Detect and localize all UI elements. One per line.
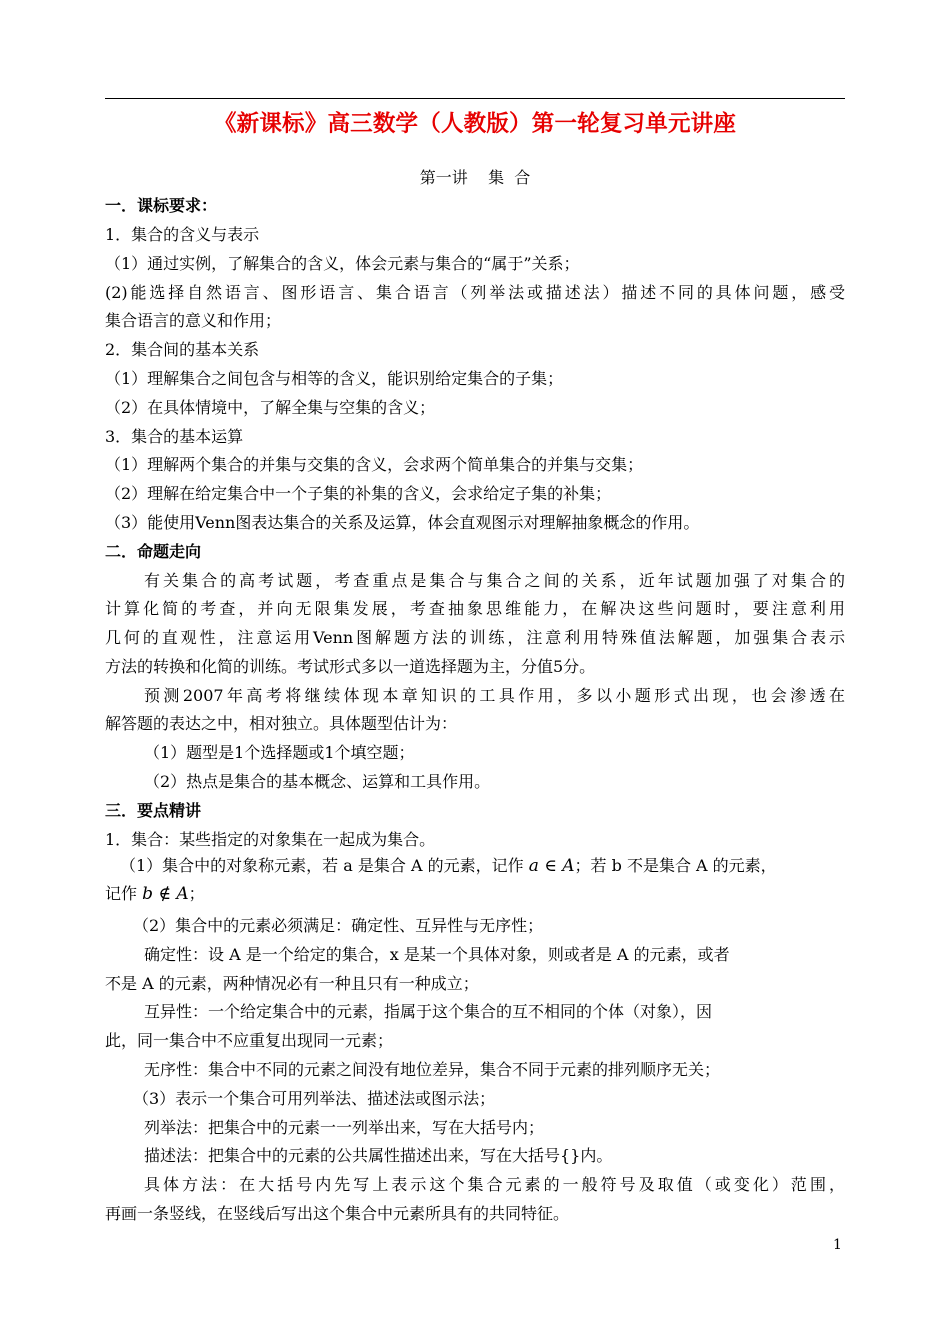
paragraph-line: 1．集合：某些指定的对象集在一起成为集合。 [105, 830, 436, 849]
paragraph-line: 集合语言的意义和作用； [105, 311, 282, 330]
section-heading-1: 一．课标要求： [105, 196, 218, 215]
paragraph-line: （2）在具体情境中，了解全集与空集的含义； [105, 398, 436, 417]
paragraph-line: 计算化简的考查，并向无限集发展，考查抽象思维能力，在解决这些问题时，要注意利用 [105, 599, 845, 618]
paragraph-line: 解答题的表达之中，相对独立。具体题型估计为： [105, 714, 458, 733]
paragraph-line: 3．集合的基本运算 [105, 427, 244, 446]
paragraph-line: 互异性：一个给定集合中的元素，指属于这个集合的互不相同的个体（对象），因 [144, 1002, 713, 1021]
math-formula: b ∉ A [142, 884, 189, 904]
paragraph-line: （1）理解两个集合的并集与交集的含义，会求两个简单集合的并集与交集； [105, 455, 644, 474]
paragraph-line: （1）通过实例，了解集合的含义，体会元素与集合的“属于”关系； [105, 254, 580, 273]
paragraph-line: 再画一条竖线，在竖线后写出这个集合中元素所具有的共同特征。 [105, 1204, 570, 1223]
section-heading-2: 二．命题走向 [105, 542, 202, 561]
paragraph-line: （3）能使用Venn图表达集合的关系及运算，体会直观图示对理解抽象概念的作用。 [105, 513, 700, 532]
paragraph-line: 此，同一集合中不应重复出现同一元素； [105, 1031, 394, 1050]
paragraph-line: 确定性：设 A 是一个给定的集合，x 是某一个具体对象，则或者是 A 的元素，或者 [144, 945, 730, 964]
paragraph-line: 1．集合的含义与表示 [105, 225, 260, 244]
paragraph-line: （2）热点是集合的基本概念、运算和工具作用。 [144, 772, 491, 791]
paragraph-line: 不是 A 的元素，两种情况必有一种且只有一种成立； [105, 974, 479, 993]
paragraph-line: 记作 b ∉ A； [105, 884, 205, 904]
paragraph-line: 2．集合间的基本关系 [105, 340, 260, 359]
paragraph-line: 几何的直观性，注意运用Venn图解题方法的训练，注意利用特殊值法解题，加强集合表示 [105, 628, 845, 647]
paragraph-line: （1）题型是1个选择题或1个填空题； [144, 743, 415, 762]
paragraph-line: （1）集合中的对象称元素，若 a 是集合 A 的元素，记作 a ∈ A；若 b 不是集合 A 的元素， [120, 856, 777, 876]
paragraph-line: 具体方法：在大括号内先写上表示这个集合元素的一般符号及取值（或变化）范围， [144, 1175, 845, 1194]
header-rule [105, 98, 845, 99]
paragraph-line: （2）理解在给定集合中一个子集的补集的含义，会求给定子集的补集； [105, 484, 612, 503]
lecture-subtitle: 第一讲 集 合 [419, 168, 531, 187]
document-title: 《新课标》高三数学（人教版）第一轮复习单元讲座 [213, 111, 737, 136]
paragraph-line: （2）集合中的元素必须满足：确定性、互异性与无序性； [133, 916, 544, 935]
paragraph-line: (2)能选择自然语言、图形语言、集合语言（列举法或描述法）描述不同的具体问题，感受 [105, 283, 845, 302]
page-number: 1 [833, 1237, 842, 1253]
paragraph-line: 无序性：集合中不同的元素之间没有地位差异，集合不同于元素的排列顺序无关； [144, 1060, 721, 1079]
paragraph-line: 列举法：把集合中的元素一一列举出来，写在大括号内； [144, 1118, 545, 1137]
paragraph-line: （1）理解集合之间包含与相等的含义，能识别给定集合的子集； [105, 369, 564, 388]
section-heading-3: 三．要点精讲 [105, 801, 202, 820]
paragraph-line: 方法的转换和化简的训练。考试形式多以一道选择题为主，分值5分。 [105, 657, 596, 676]
math-formula: a ∈ A [528, 856, 575, 876]
paragraph-line: 预测2007年高考将继续体现本章知识的工具作用，多以小题形式出现，也会渗透在 [144, 686, 845, 705]
paragraph-line: 描述法：把集合中的元素的公共属性描述出来，写在大括号{}内。 [144, 1146, 613, 1165]
paragraph-line: 有关集合的高考试题，考查重点是集合与集合之间的关系，近年试题加强了对集合的 [144, 571, 845, 590]
paragraph-line: （3）表示一个集合可用列举法、描述法或图示法； [133, 1089, 496, 1108]
